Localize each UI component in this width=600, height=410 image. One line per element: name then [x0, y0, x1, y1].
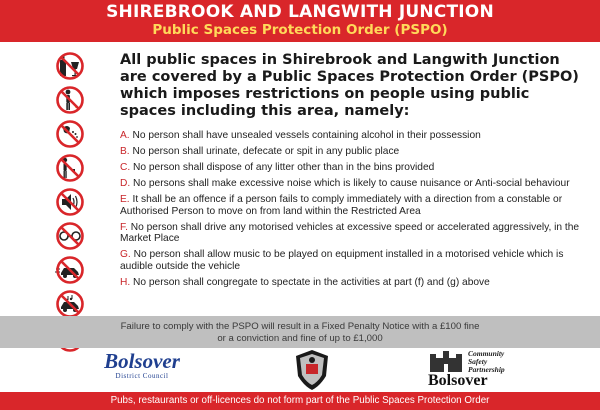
csp-line-3: Partnership: [468, 365, 505, 374]
rule-e: [120, 194, 590, 217]
rule-text: No person shall urinate, defecate or spit in any public place: [132, 145, 400, 157]
rule-letter: G.: [120, 249, 131, 261]
rule-g: [120, 249, 590, 272]
no-littering-icon: [38, 154, 102, 182]
no-alcohol-icon: [38, 52, 102, 80]
bolsover-council-logo: [72, 350, 212, 380]
header-banner: [0, 0, 600, 42]
rule-c: [120, 162, 590, 174]
rule-h: [120, 277, 590, 289]
rule-letter: F.: [120, 221, 128, 233]
no-urinating-icon: [38, 86, 102, 114]
no-loitering-icon: [38, 222, 102, 250]
rule-d: [120, 178, 590, 190]
rule-text: It shall be an offence if a person fails to comply immediately with a direction from a constable or Authorised Person to move on from land within the Restricted Area: [120, 193, 563, 217]
penalty-line-2: or a conviction and fine of up to £1,000: [217, 333, 383, 344]
police-crest-icon: [290, 348, 334, 392]
rule-letter: C.: [120, 161, 131, 173]
no-loud-music-icon: [38, 290, 102, 318]
intro-statement: All public spaces in Shirebrook and Langwith Junction are covered by a Public Spaces Protection Order (PSPO) which imposes restrictions on people using public spaces including this area, namely:: [120, 52, 579, 119]
rule-text: No persons shall make excessive noise which is likely to cause nuisance or Anti-social behaviour: [133, 177, 570, 189]
rule-a: [120, 130, 590, 142]
partner-logos: [0, 348, 600, 392]
rule-text: No person shall allow music to be played on equipment installed in a motorised vehicle which is audible outside the vehicle: [120, 249, 564, 272]
penalty-warning: [0, 316, 600, 348]
district-council-label: District Council: [115, 372, 169, 380]
bolsover-wordmark: Bolsover: [104, 349, 180, 373]
notice-subtitle: Public Spaces Protection Order (PSPO): [152, 22, 448, 38]
rule-letter: E.: [120, 193, 130, 205]
csp-line-1: Community: [468, 349, 505, 358]
footer-banner: Pubs, restaurants or off-licences do not form part of the Public Spaces Protection Order: [0, 392, 600, 410]
csp-bolsover-wordmark: Bolsover: [428, 372, 488, 389]
rule-f: [120, 222, 590, 245]
rule-letter: A.: [120, 130, 130, 141]
rule-text: No person shall have unsealed vessels containing alcohol in their possession: [132, 130, 481, 141]
penalty-line-1: Failure to comply with the PSPO will result in a Fixed Penalty Notice with a £100 fine: [120, 321, 480, 332]
notice-title: SHIREBROOK AND LANGWITH JUNCTION: [106, 2, 494, 22]
rule-text: No person shall dispose of any litter other than in the bins provided: [133, 161, 435, 173]
rule-letter: B.: [120, 145, 130, 157]
rules-list: [120, 130, 590, 293]
rule-letter: H.: [120, 276, 131, 288]
prohibition-icons: [28, 52, 112, 358]
castle-icon: [426, 348, 466, 374]
community-safety-partnership-logo: [418, 348, 558, 392]
no-speeding-icon: [38, 256, 102, 284]
rule-text: No person shall congregate to spectate in the activities at part (f) and (g) above: [133, 276, 490, 288]
rule-b: [120, 146, 590, 158]
no-noise-icon: [38, 188, 102, 216]
csp-line-2: Safety: [468, 357, 488, 366]
rule-text: No person shall drive any motorised vehicles at excessive speed or accelerated aggressively, in the Market Place: [120, 221, 580, 245]
csp-label: [468, 350, 505, 374]
no-spitting-icon: [38, 120, 102, 148]
rule-letter: D.: [120, 177, 131, 189]
